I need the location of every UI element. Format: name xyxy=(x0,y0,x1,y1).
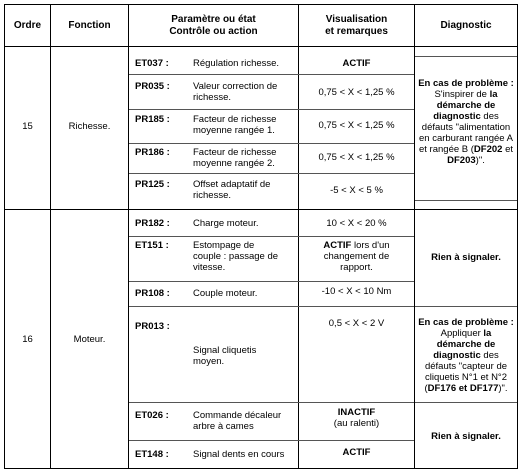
header-divider xyxy=(4,46,518,47)
param-value: 10 < X < 20 % xyxy=(326,218,387,229)
row-sep-15-4 xyxy=(129,173,414,174)
param-code: PR035 : xyxy=(135,81,170,92)
param-label-line2: richesse. xyxy=(193,92,232,103)
header-parametre: Paramètre ou état Contrôle ou action xyxy=(169,13,258,37)
ordre-15: 15 xyxy=(22,121,33,132)
param-code: PR125 : xyxy=(135,179,170,190)
param-label: Régulation richesse. xyxy=(193,58,280,69)
header-fonction: Fonction xyxy=(68,19,111,31)
param-value: 0,75 < X < 1,25 % xyxy=(318,87,395,98)
param-code: PR182 : xyxy=(135,218,170,229)
param-label: Signal cliquetis xyxy=(193,345,257,356)
row-sep-15-2 xyxy=(129,109,414,110)
row-sep-15-1 xyxy=(129,74,414,75)
param-label-line2: moyenne rangée 2. xyxy=(193,158,275,169)
col-divider-1 xyxy=(50,4,51,469)
param-code: PR186 : xyxy=(135,147,170,158)
header-visualisation: Visualisation et remarques xyxy=(325,13,388,37)
param-label: Estompage de xyxy=(193,240,255,251)
row-sep-16-2 xyxy=(129,281,414,282)
col-divider-4 xyxy=(414,4,415,469)
param-label-line2: moyen. xyxy=(193,356,225,367)
table-border-bottom xyxy=(4,468,518,469)
param-value: 0,75 < X < 1,25 % xyxy=(318,152,395,163)
param-label: Couple moteur. xyxy=(193,288,258,299)
param-label: Signal dents en cours xyxy=(193,449,285,460)
diagnostic-15: En cas de problème : S'inspirer de la démarche de diagnostic des défauts "alimentation en carburant rangée A et rangée B (DF202 et DF203)". xyxy=(418,78,514,166)
fonction-16: Moteur. xyxy=(73,334,106,345)
param-value: ACTIF lors d'un changement de rapport. xyxy=(323,240,390,273)
row-sep-16-1 xyxy=(129,236,414,237)
row-sep-15-3 xyxy=(129,143,414,144)
param-value: ACTIF xyxy=(342,447,371,458)
param-label-line2: richesse. xyxy=(193,190,232,201)
row-sep-16-3 xyxy=(129,306,414,307)
param-value: -10 < X < 10 Nm xyxy=(321,286,392,297)
param-value: 0,5 < X < 2 V xyxy=(328,318,385,329)
param-value: INACTIF (au ralenti) xyxy=(333,407,380,429)
param-label: Charge moteur. xyxy=(193,218,259,229)
param-label: Facteur de richesse xyxy=(193,114,277,125)
table-border-left xyxy=(4,4,5,469)
param-code: ET148 : xyxy=(135,449,169,460)
diag16-frame-a xyxy=(415,306,517,307)
param-label-line2: couple : passage de xyxy=(193,251,279,262)
diag15-frame-bottom xyxy=(415,200,517,201)
diagnostic-16-rien-2: Rien à signaler. xyxy=(431,431,501,442)
param-label: Commande décaleur xyxy=(193,410,282,421)
param-code: ET026 : xyxy=(135,410,169,421)
section-divider xyxy=(4,209,518,210)
param-label-line2: moyenne rangée 1. xyxy=(193,125,275,136)
param-value: 0,75 < X < 1,25 % xyxy=(318,120,395,131)
diag16-frame-b xyxy=(415,402,517,403)
diag15-frame-top xyxy=(415,56,517,57)
row-sep-16-4 xyxy=(129,402,414,403)
fonction-15: Richesse. xyxy=(68,121,111,132)
param-label-line2: arbre à cames xyxy=(193,421,254,432)
param-code: PR108 : xyxy=(135,288,170,299)
param-code: PR013 : xyxy=(135,321,170,332)
param-label: Offset adaptatif de xyxy=(193,179,271,190)
diagnostic-16-pr013: En cas de problème : Appliquer la démarche de diagnostic des défauts "capteur de cliquetis N°1 et N°2 (DF176 et DF177)". xyxy=(418,317,514,394)
param-code: PR185 : xyxy=(135,114,170,125)
header-ordre: Ordre xyxy=(13,19,42,31)
diagnostic-16-rien-1: Rien à signaler. xyxy=(431,252,501,263)
header-diagnostic: Diagnostic xyxy=(440,19,492,31)
param-label: Facteur de richesse xyxy=(193,147,277,158)
param-code: ET151 : xyxy=(135,240,169,251)
param-code: ET037 : xyxy=(135,58,169,69)
param-value: ACTIF xyxy=(342,58,371,69)
param-label-line3: vitesse. xyxy=(193,262,226,273)
ordre-16: 16 xyxy=(22,334,33,345)
table-border-right xyxy=(517,4,518,469)
row-sep-16-5 xyxy=(129,440,414,441)
param-value: -5 < X < 5 % xyxy=(330,185,383,196)
param-label: Valeur correction de xyxy=(193,81,278,92)
